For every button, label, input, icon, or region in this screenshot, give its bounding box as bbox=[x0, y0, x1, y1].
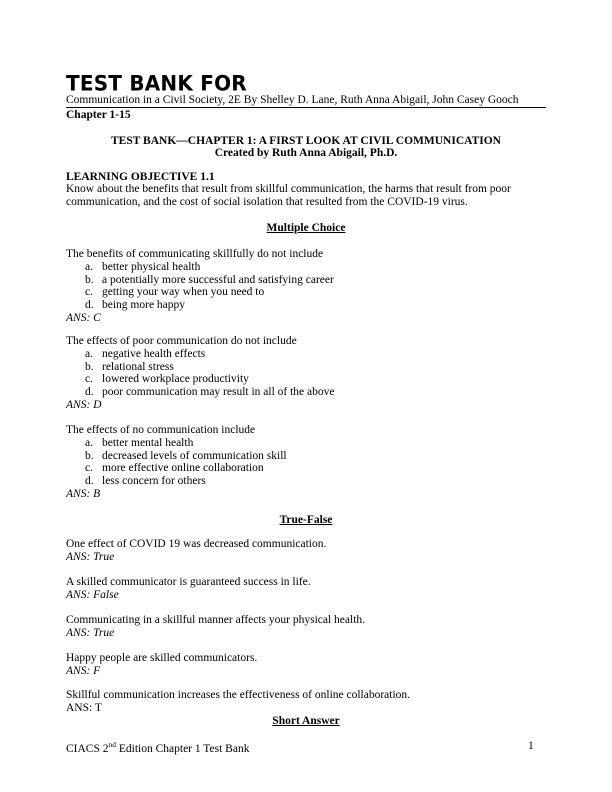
header-divider bbox=[66, 107, 546, 108]
option-d: d. poor communication may result in all of the above bbox=[85, 386, 335, 399]
tf-question-5 bbox=[66, 689, 546, 715]
question-stem: Communicating in a skillful manner affects your physical health. bbox=[66, 614, 366, 626]
tf-question-2 bbox=[66, 576, 546, 602]
test-bank-banner: TEST BANK FOR bbox=[66, 70, 247, 96]
question-stem: Happy people are skilled communicators. bbox=[66, 652, 258, 664]
answer-key: ANS: F bbox=[66, 664, 101, 677]
question-stem: The effects of poor communication do not include bbox=[66, 335, 297, 347]
answer-options bbox=[66, 348, 546, 399]
option-a: a. negative health effects bbox=[85, 347, 206, 360]
tf-question-1 bbox=[66, 538, 546, 564]
tf-question-4 bbox=[66, 652, 546, 678]
multiple-choice-heading: Multiple Choice bbox=[266, 222, 346, 234]
option-d: d. less concern for others bbox=[85, 475, 206, 488]
option-a: a. better mental health bbox=[85, 436, 194, 449]
answer-key: ANS: C bbox=[66, 311, 101, 324]
question-stem: One effect of COVID 19 was decreased communication. bbox=[66, 538, 327, 550]
option-c: c. getting your way when you need to bbox=[85, 286, 265, 299]
author-credit: Created by Ruth Anna Abigail, Ph.D. bbox=[214, 147, 398, 159]
option-b: b. a potentially more successful and satisfying career bbox=[85, 273, 334, 286]
answer-key: ANS: False bbox=[66, 588, 119, 601]
answer-key: ANS: True bbox=[66, 550, 115, 563]
learning-objective-title: LEARNING OBJECTIVE 1.1 bbox=[66, 171, 215, 183]
chapter-title: TEST BANK—CHAPTER 1: A FIRST LOOK AT CIVIL COMMUNICATION bbox=[110, 135, 501, 147]
question-stem: The effects of no communication include bbox=[66, 424, 256, 436]
option-d: d. being more happy bbox=[85, 299, 186, 312]
question-stem: The benefits of communicating skillfully do not include bbox=[66, 248, 324, 260]
question-stem: A skilled communicator is guaranteed success in life. bbox=[66, 576, 311, 588]
option-c: c. lowered workplace productivity bbox=[85, 373, 249, 386]
option-c: c. more effective online collaboration bbox=[85, 462, 264, 475]
book-subtitle: Communication in a Civil Society, 2E By Shelley D. Lane, Ruth Anna Abigail, John Casey Gooch bbox=[66, 94, 519, 106]
option-b: b. decreased levels of communication skill bbox=[85, 449, 287, 462]
answer-key: ANS: True bbox=[66, 626, 115, 639]
page-footer: CIACS 2nd Edition Chapter 1 Test Bank bbox=[66, 740, 250, 755]
short-answer-heading: Short Answer bbox=[272, 715, 340, 727]
mc-question-2 bbox=[66, 335, 546, 412]
answer-options bbox=[66, 437, 546, 488]
mc-question-1 bbox=[66, 248, 546, 325]
question-stem: Skillful communication increases the effectiveness of online collaboration. bbox=[66, 689, 411, 701]
tf-question-3 bbox=[66, 614, 546, 640]
learning-objective-text: Know about the benefits that result from skillful communication, the harms that result from poor communication, and the cost of social isolation that resulted from the COVID-19 virus. bbox=[66, 183, 511, 208]
answer-key: ANS: T bbox=[66, 701, 102, 714]
option-b: b. relational stress bbox=[85, 360, 174, 373]
answer-key: ANS: B bbox=[66, 487, 101, 500]
chapter-range: Chapter 1-15 bbox=[66, 109, 131, 121]
option-a: a. better physical health bbox=[85, 260, 201, 273]
answer-options bbox=[66, 261, 546, 312]
true-false-heading: True-False bbox=[279, 514, 333, 526]
answer-key: ANS: D bbox=[66, 398, 102, 411]
mc-question-3 bbox=[66, 424, 546, 501]
page-number: 1 bbox=[528, 740, 534, 752]
